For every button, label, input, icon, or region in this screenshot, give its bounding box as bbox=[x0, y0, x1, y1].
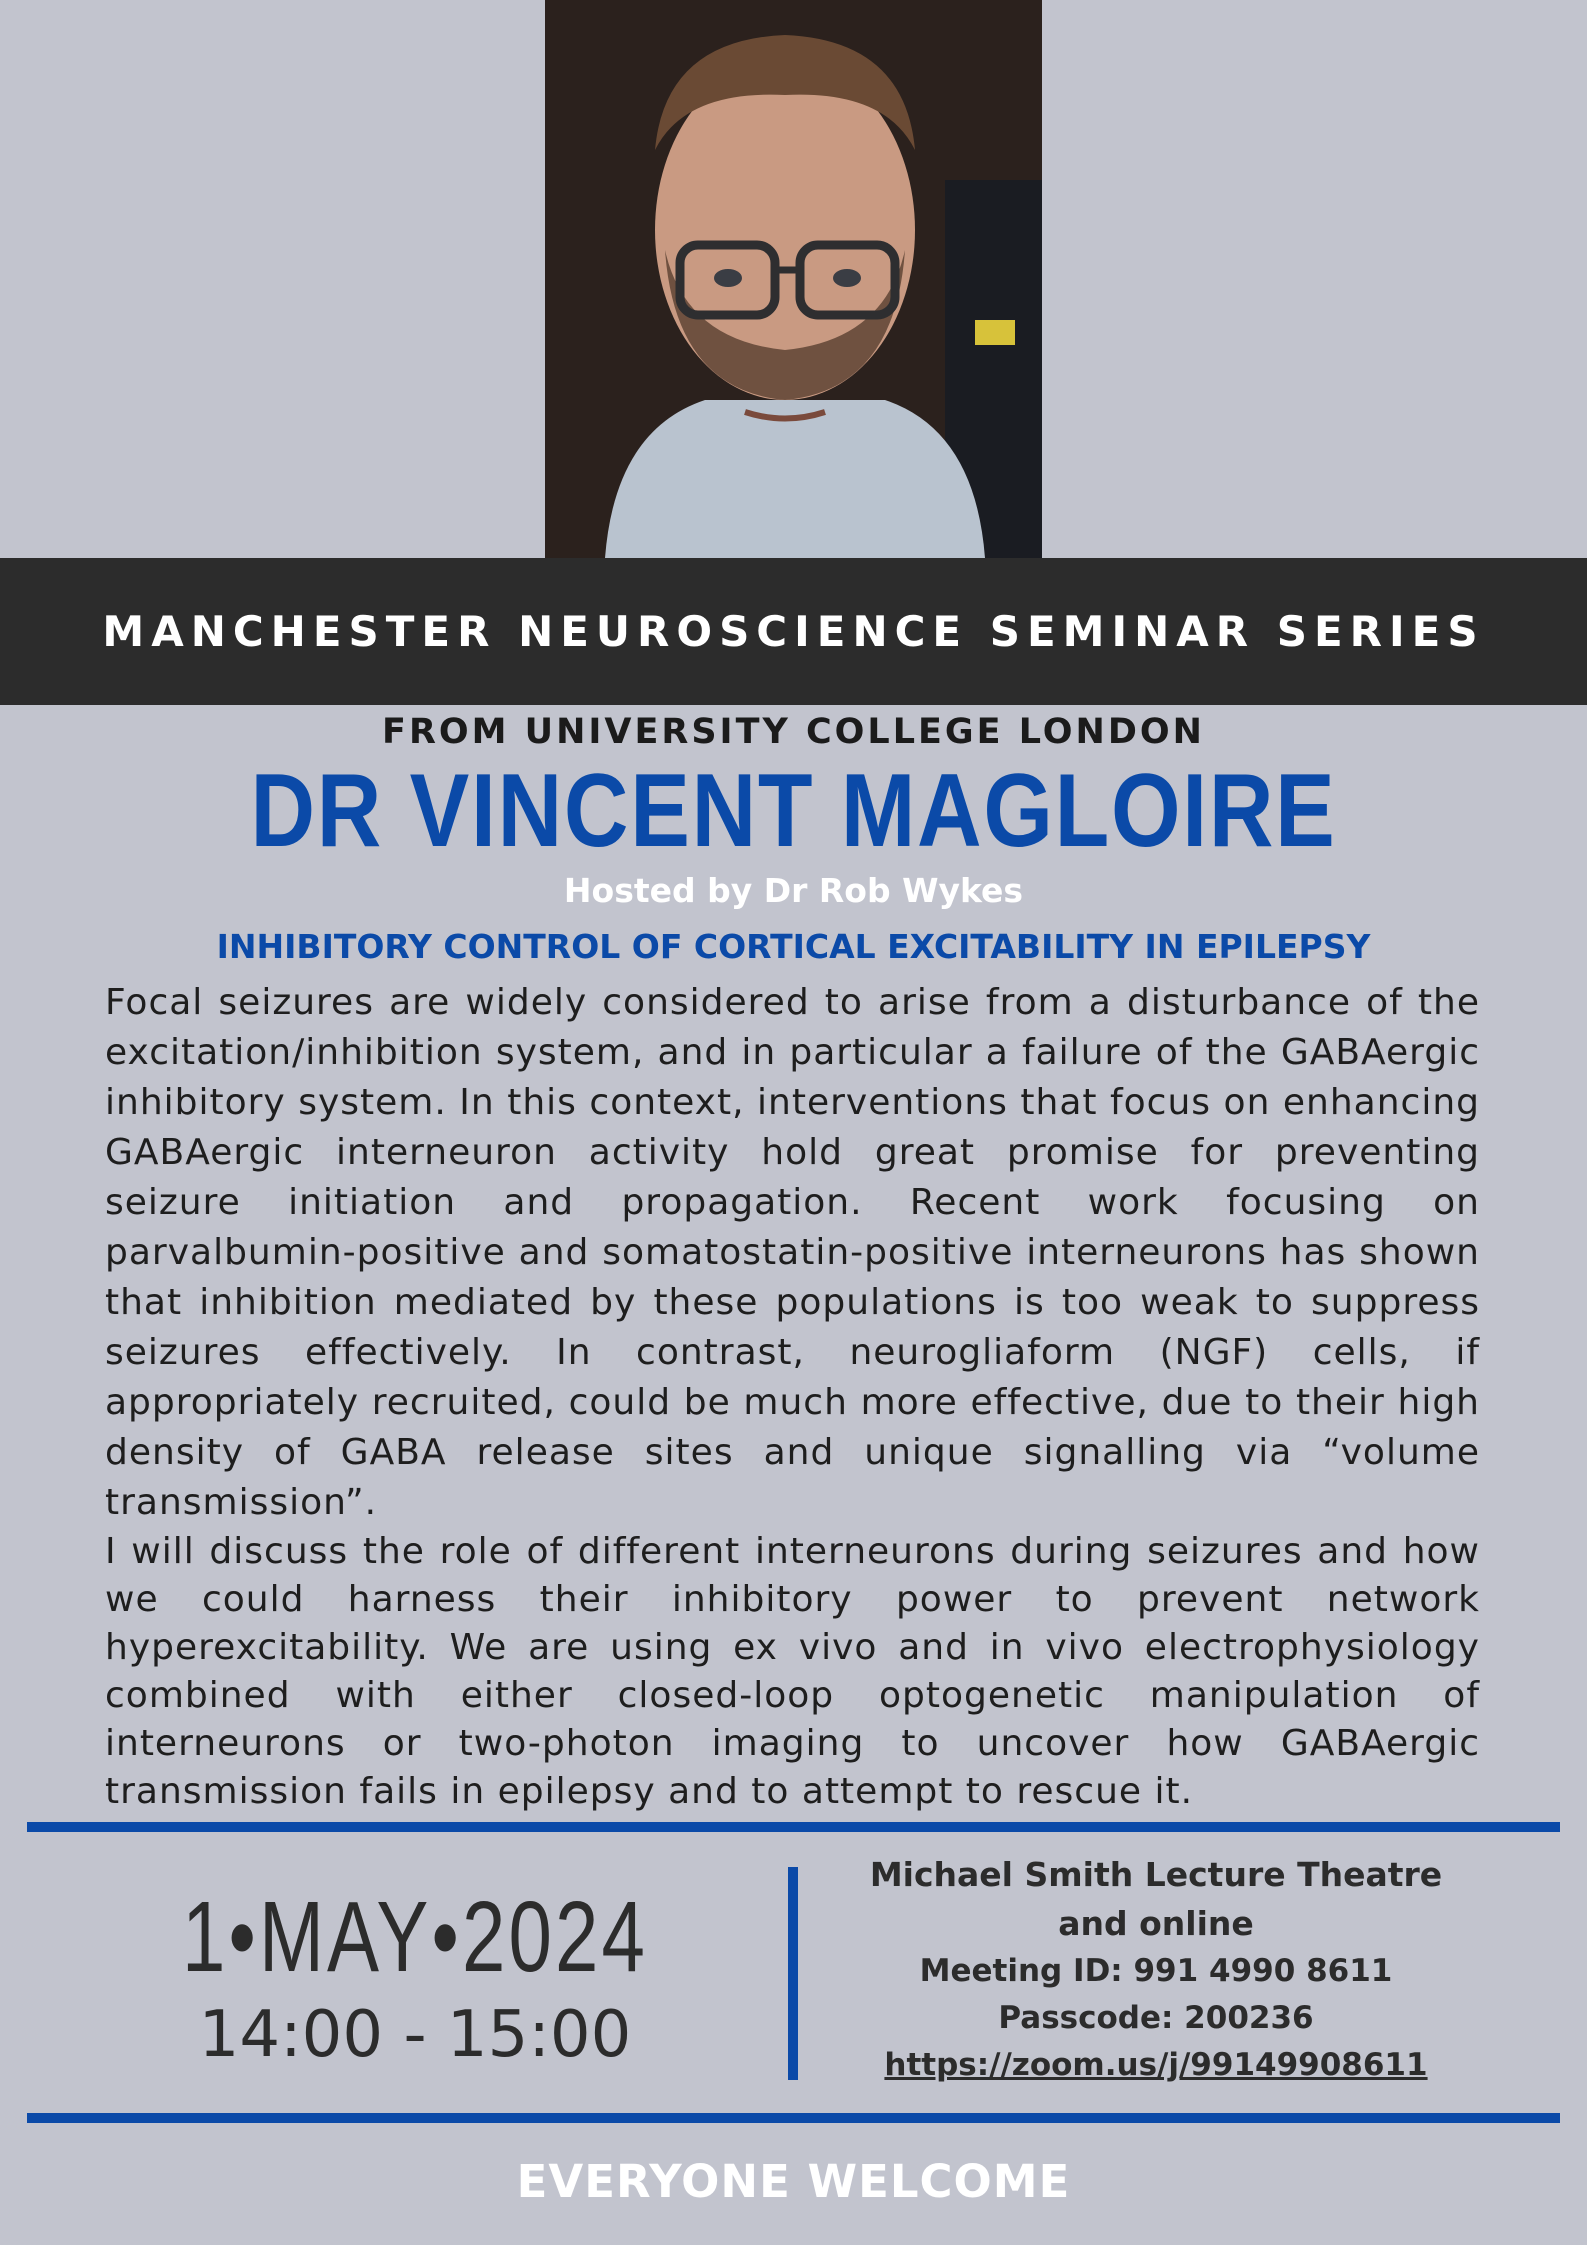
series-title: MANCHESTER NEUROSCIENCE SEMINAR SERIES bbox=[102, 607, 1485, 656]
meeting-id: Meeting ID: 991 4990 8611 bbox=[919, 1953, 1393, 1989]
event-time: 14:00 - 15:00 bbox=[198, 1998, 632, 2072]
divider-top bbox=[27, 1822, 1560, 1832]
divider-bottom bbox=[27, 2113, 1560, 2123]
event-date: 1•MAY•2024 bbox=[182, 1881, 648, 1993]
speaker-portrait-icon bbox=[545, 0, 1042, 558]
host-line: Hosted by Dr Rob Wykes bbox=[563, 871, 1024, 910]
abstract bbox=[105, 978, 1480, 1816]
speaker-photo bbox=[545, 0, 1042, 558]
series-banner bbox=[0, 558, 1587, 705]
abstract-paragraph-2: I will discuss the role of different interneurons during seizures and how we could harness their inhibitory power to prevent network hyperexcitability. We are using ex vivo and in vivo electrophysiology combined with either closed-loop optogenetic manipulation of interneurons or two-photon imaging to uncover how GABAergic transmission fails in epilepsy and to attempt to rescue it. bbox=[105, 1531, 1480, 1812]
venue-block bbox=[830, 1850, 1482, 2089]
speaker-name: DR VINCENT MAGLOIRE bbox=[250, 753, 1337, 869]
speaker-affiliation: FROM UNIVERSITY COLLEGE LONDON bbox=[382, 712, 1205, 752]
vertical-divider bbox=[788, 1867, 798, 2080]
talk-title: INHIBITORY CONTROL OF CORTICAL EXCITABILITY IN EPILEPSY bbox=[216, 927, 1371, 966]
everyone-welcome: EVERYONE WELCOME bbox=[516, 2155, 1071, 2208]
abstract-paragraph-1: Focal seizures are widely considered to arise from a disturbance of the excitation/inhibition system, and in particular a failure of the GABAergic inhibitory system. In this context, interventions that focus on enhancing GABAergic interneuron activity hold great promise for preventing seizure initiation and propagation. Recent work focusing on parvalbumin-positive and somatostatin-positive interneurons has shown that inhibition mediated by these populations is too weak to suppress seizures effectively. In contrast, neurogliaform (NGF) cells, if appropriately recruited, could be much more effective, due to their high density of GABA release sites and unique signalling via “volume transmission”. bbox=[105, 982, 1480, 1523]
venue-line-2: and online bbox=[1058, 1904, 1254, 1943]
passcode: Passcode: 200236 bbox=[998, 2000, 1314, 2036]
zoom-link[interactable]: https://zoom.us/j/99149908611 bbox=[884, 2047, 1428, 2083]
venue-line-1: Michael Smith Lecture Theatre bbox=[869, 1855, 1443, 1894]
